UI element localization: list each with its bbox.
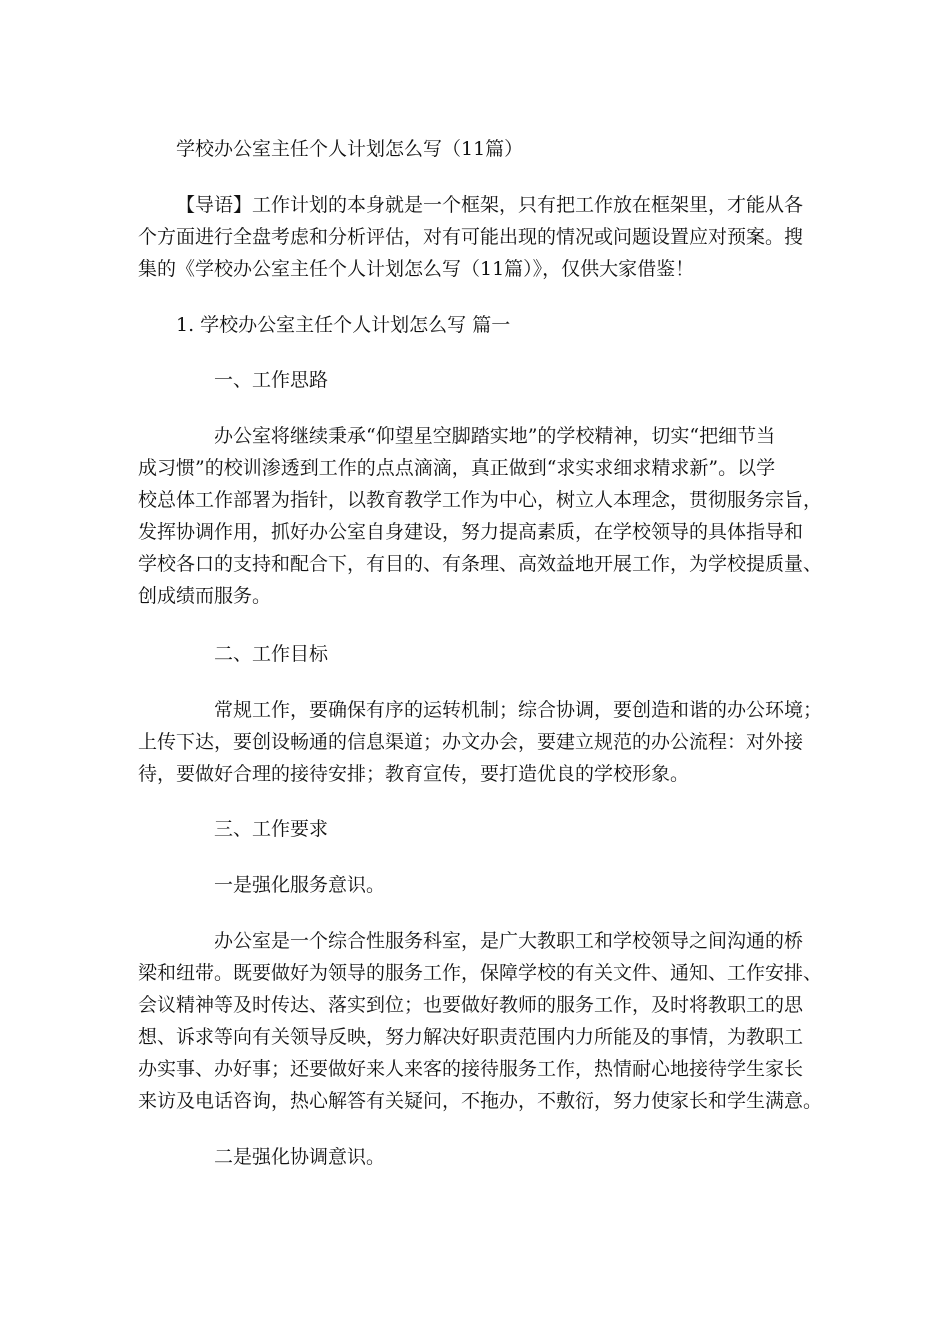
sub-heading-service: 一是强化服务意识。 [214, 874, 386, 896]
heading-work-requirements: 三、工作要求 [214, 818, 329, 840]
para-3-line-1: 办公室是一个综合性服务科室，是广大教职工和学校领导之间沟通的桥 [214, 930, 804, 952]
intro-line-3: 集的《学校办公室主任个人计划怎么写（11篇）》，仅供大家借鉴！ [138, 258, 695, 280]
para-1-line-6: 创成绩而服务。 [138, 585, 272, 607]
para-1-line-2: 成习惯”的校训渗透到工作的点点滴滴，真正做到“求实求细求精求新”。以学 [138, 457, 776, 479]
intro-line-1: 【导语】工作计划的本身就是一个框架，只有把工作放在框架里，才能从各 [176, 194, 804, 216]
para-1-line-5: 学校各口的支持和配合下，有目的、有条理、高效益地开展工作，为学校提质量、 [138, 553, 823, 575]
sub-heading-coordination: 二是强化协调意识。 [214, 1146, 386, 1168]
intro-line-2: 个方面进行全盘考虑和分析评估，对有可能出现的情况或问题设置应对预案。搜 [138, 226, 804, 248]
para-2-line-2: 上传下达，要创设畅通的信息渠道；办文办会，要建立规范的办公流程：对外接 [138, 731, 804, 753]
para-1-line-3: 校总体工作部署为指针，以教育教学工作为中心，树立人本理念，贯彻服务宗旨， [138, 489, 823, 511]
para-3-line-5: 办实事、办好事；还要做好来人来客的接待服务工作，热情耐心地接待学生家长 [138, 1058, 804, 1080]
para-3-line-3: 会议精神等及时传达、落实到位；也要做好教师的服务工作，及时将教职工的思 [138, 994, 804, 1016]
section-heading: 1. 学校办公室主任个人计划怎么写 篇一 [176, 314, 511, 336]
para-3-line-6: 来访及电话咨询，热心解答有关疑问，不拖办，不敷衍，努力使家长和学生满意。 [138, 1090, 823, 1112]
para-1-line-4: 发挥协调作用，抓好办公室自身建设，努力提高素质，在学校领导的具体指导和 [138, 521, 804, 543]
para-2-line-3: 待，要做好合理的接待安排；教育宣传，要打造优良的学校形象。 [138, 763, 690, 785]
para-3-line-4: 想、诉求等向有关领导反映，努力解决好职责范围内力所能及的事情，为教职工 [138, 1026, 804, 1048]
para-2-line-1: 常规工作，要确保有序的运转机制；综合协调，要创造和谐的办公环境； [214, 699, 823, 721]
document-title: 学校办公室主任个人计划怎么写（11篇） [176, 138, 524, 160]
heading-work-ideas: 一、工作思路 [214, 369, 329, 391]
para-3-line-2: 梁和纽带。既要做好为领导的服务工作，保障学校的有关文件、通知、工作安排、 [138, 962, 823, 984]
heading-work-goals: 二、工作目标 [214, 643, 329, 665]
para-1-line-1: 办公室将继续秉承“仰望星空脚踏实地”的学校精神，切实“把细节当 [214, 425, 776, 447]
